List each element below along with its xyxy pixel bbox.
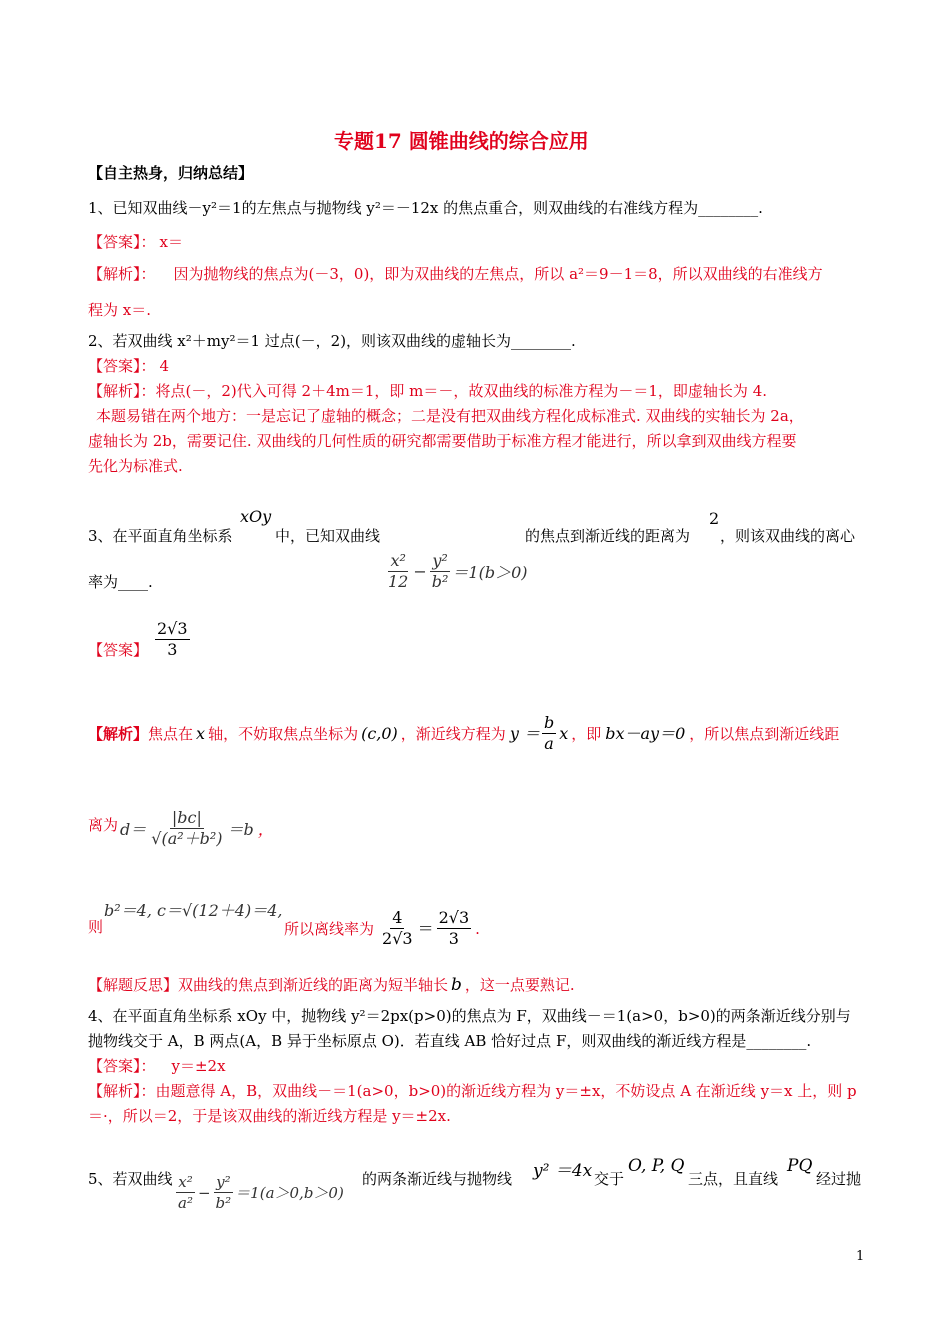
q3-answer-value: $\frac{2√3}{3}$ xyxy=(157,619,188,659)
q3-text-part3: 的焦点到渐近线的距离为 xyxy=(525,527,691,545)
q2-analysis-line1: 【解析】：将点(－，2)代入可得 2＋4m＝1，即 m＝－，故双曲线的标准方程为－＝1，即虚轴长为 4. xyxy=(88,382,768,400)
q2-answer xyxy=(88,356,169,376)
q4-question-line1: 4、在平面直角坐标系 xOy 中，抛物线 y²＝2px(p>0)的焦点为 F，双曲线－＝1(a>0，b>0)的两条渐近线分别与 xyxy=(88,1007,851,1025)
q3-reflection: 【解题反思】 双曲线的焦点到渐近线的距离为短半轴长 b ，这一点要熟记. xyxy=(88,975,575,995)
q3-distance-value: 2 xyxy=(709,509,720,528)
q4-answer xyxy=(88,1056,226,1076)
q3-reflection-label: 【解题反思】 xyxy=(88,976,179,994)
q3-text-part4: ，则该双曲线的离心 xyxy=(720,527,856,545)
q4-answer-label: 【答案】： xyxy=(88,1057,156,1075)
section-heading: 【自主热身，归纳总结】 xyxy=(88,164,254,182)
q3-analysis-label: 【解析】 xyxy=(88,724,149,743)
q1-answer-value: x＝ xyxy=(159,233,183,251)
q4-answer-value: y＝±2x xyxy=(171,1057,226,1075)
q3-analysis-line1: 【解析】 焦点在 x 轴，不妨取焦点坐标为 (c,0) ，渐近线方程为 y ＝ $\frac{b}{a}$ x ，即 bx－ay＝0 ，所以焦点到渐近线距 xyxy=(88,713,840,753)
q5-text-part5: 经过抛 xyxy=(816,1170,862,1188)
q2-question: 2、若双曲线 x²＋my²＝1 过点(－，2)，则该双曲线的虚轴长为________. xyxy=(88,332,576,350)
q1-answer xyxy=(88,232,183,252)
q1-analysis-line2: 程为 x＝. xyxy=(88,301,151,319)
q4-question-line2: 抛物线交于 A，B 两点(A，B 异于坐标原点 O)．若直线 AB 恰好过点 F，则双曲线的渐近线方程是________. xyxy=(88,1032,812,1050)
q4-analysis-line1: 【解析】：由题意得 A，B，双曲线－＝1(a>0，b>0)的渐近线方程为 y＝±x，不妨设点 A 在渐近线 y＝x 上，则 p xyxy=(88,1082,857,1100)
q2-answer-label: 【答案】： xyxy=(88,357,156,375)
q2-note-line1: 本题易错在两个地方：一是忘记了虚轴的概念；二是没有把双曲线方程化成标准式. 双曲线的实轴长为 2a， xyxy=(96,407,804,425)
q1-analysis-line1: 【解析】： 因为抛物线的焦点为(－3，0)，即为双曲线的左焦点，所以 a²＝9－1＝8，所以双曲线的右准线方 xyxy=(88,265,823,283)
q3-then-label: 则 xyxy=(88,918,104,936)
q5-parabola: y² ＝4x xyxy=(533,1161,593,1181)
q3-text-part2: 中，已知双曲线 xyxy=(275,527,381,545)
page-number: 1 xyxy=(856,1249,865,1264)
q3-eccentricity: 所以离线率为 $\frac{4}{2√3}$ ＝ $\frac{2√3}{3}$ . xyxy=(284,908,480,948)
q5-text-part1: 5、若双曲线 xyxy=(88,1170,173,1188)
q3-hyperbola-equation: $\frac{\text{x²}}{12}$ − $\frac{\text{y²}}{\text{b²}}$ ＝1(b＞0) xyxy=(388,551,528,591)
page-title: 专题17 圆锥曲线的综合应用 xyxy=(334,129,589,153)
q5-hyperbola-equation: $\frac{\text{x²}}{\text{a²}}$ − $\frac{\text{y²}}{\text{b²}}$ ＝1(a＞0,b＞0) xyxy=(178,1173,344,1212)
q1-answer-label: 【答案】： xyxy=(88,233,156,251)
q1-question: 1、已知双曲线－y²＝1的左焦点与抛物线 y²＝－12x 的焦点重合，则双曲线的右准线方程为________. xyxy=(88,199,763,217)
q5-text-part4: 三点，且直线 xyxy=(688,1170,779,1188)
q3-then-formula: b²＝4, c＝√(12＋4)＝4, xyxy=(104,901,283,920)
q5-text-part3: 交于 xyxy=(594,1170,625,1188)
q2-note-line2: 虚轴长为 2b，需要记住. 双曲线的几何性质的研究都需要借助于标准方程才能进行，所以拿到双曲线方程要 xyxy=(88,432,797,450)
q3-text-part5: 率为____. xyxy=(88,573,153,591)
q2-analysis-label: 【解析】： xyxy=(88,382,156,400)
q5-text-part2: 的两条渐近线与抛物线 xyxy=(362,1170,513,1188)
q3-text-part1: 3、在平面直角坐标系 xyxy=(88,527,233,545)
q5-pq: PQ xyxy=(787,1156,813,1176)
q3-distance-label: 离为 xyxy=(88,816,119,834)
q3-distance-formula: d＝ $\frac{|bc|}{\text{√(a²＋b²)}}$ ＝b ， xyxy=(120,808,274,848)
q5-points: O, P, Q xyxy=(628,1156,685,1176)
q3-xoy: xOy xyxy=(240,507,272,526)
q2-answer-value: 4 xyxy=(159,357,170,375)
q3-answer-label: 【答案】 xyxy=(88,641,149,659)
q2-note-line3: 先化为标准式. xyxy=(88,457,183,475)
q4-analysis-label: 【解析】： xyxy=(88,1082,156,1100)
q1-analysis-label: 【解析】： xyxy=(88,265,156,283)
q4-analysis-line2: ＝·，所以＝2，于是该双曲线的渐近线方程是 y＝±2x. xyxy=(88,1107,451,1125)
